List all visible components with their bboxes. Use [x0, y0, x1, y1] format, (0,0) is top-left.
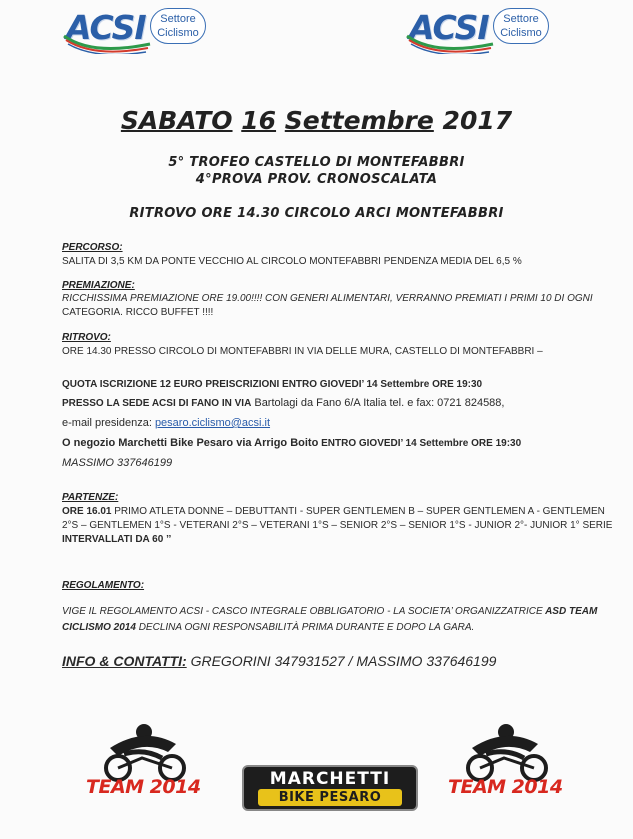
negozio-deadline: ENTRO GIOVEDI’ 14 Settembre ORE 19:30: [318, 438, 522, 449]
acsi-wordmark: ACSI: [409, 8, 489, 47]
event-stage: 4°PROVA PROV. CRONOSCALATA: [195, 172, 438, 187]
meeting-headline: RITROVO ORE 14.30 CIRCOLO ARCI MONTEFABBRI: [129, 206, 504, 221]
sede-rest: Bartolagi da Fano 6/A Italia tel. e fax: 0721 824588,: [251, 397, 505, 409]
title-month: Settembre: [284, 106, 434, 135]
ritrovo-text: ORE 14.30 PRESSO CIRCOLO DI MONTEFABBRI IN VIA DELLE MURA, CASTELLO DI MONTEFABBRI –: [62, 346, 543, 357]
email-link[interactable]: pesaro.ciclismo@acsi.it: [154, 417, 271, 429]
partenze-line1: [62, 506, 605, 517]
regolamento-heading: REGOLAMENTO:: [62, 580, 145, 591]
title-year: 2017: [442, 106, 513, 135]
cyclist-icon: [446, 718, 566, 782]
regolamento-line1: VIGE IL REGOLAMENTO ACSI - CASCO INTEGRALE OBBLIGATORIO - LA SOCIETA’ ORGANIZZATRICE ASD TEAM: [62, 606, 598, 617]
sponsor-name: MARCHETTI: [269, 769, 391, 789]
email-label: e-mail presidenza:: [62, 417, 155, 429]
massimo-contact: MASSIMO 337646199: [62, 457, 173, 469]
percorso-text: SALITA DI 3,5 KM DA PONTE VECCHIO AL CIRCOLO MONTEFABBRI PENDENZA MEDIA DEL 6,5 %: [62, 256, 522, 267]
cyclist-icon: [84, 718, 204, 782]
negozio-name: O negozio Marchetti Bike Pesaro via Arrigo Boito: [62, 437, 319, 449]
ritrovo-heading: RITROVO:: [62, 332, 111, 343]
email-line: [62, 417, 270, 429]
acsi-logo-left: [62, 6, 212, 56]
sede-bold: PRESSO LA SEDE ACSI DI FANO IN VIA: [62, 398, 252, 409]
sponsor-city: BIKE PESARO: [258, 789, 402, 806]
partenze-categories: PRIMO ATLETA DONNE – DEBUTTANTI - SUPER GENTLEMEN B – SUPER GENTLEMEN A - GENTLEMEN: [111, 506, 605, 517]
percorso-heading: PERCORSO:: [62, 242, 123, 253]
partenze-time: ORE 16.01: [62, 506, 112, 517]
acsi-swoosh-icon: [62, 30, 154, 54]
quota-iscrizione: QUOTA ISCRIZIONE 12 EURO PREISCRIZIONI ENTRO GIOVEDI’ 14 Settembre ORE 19:30: [62, 379, 483, 390]
partenze-interval: INTERVALLATI DA 60 ’’: [62, 534, 172, 545]
info-label: INFO & CONTATTI:: [62, 653, 187, 669]
page-title: [0, 106, 633, 135]
acsi-logo-right: [405, 6, 555, 56]
team-2014-label: TEAM 2014: [86, 776, 201, 798]
event-name: 5° TROFEO CASTELLO DI MONTEFABBRI: [168, 155, 465, 170]
settore-ciclismo-badge: Settore Ciclismo: [150, 8, 206, 44]
info-text: GREGORINI 347931527 / MASSIMO 337646199: [186, 653, 497, 669]
title-day: SABATO: [120, 106, 233, 135]
negozio-line: [62, 437, 521, 449]
marchetti-bike-pesaro-logo: [242, 765, 418, 811]
settore-ciclismo-badge: Settore Ciclismo: [493, 8, 549, 44]
premiazione-line2: CATEGORIA. RICCO BUFFET !!!!: [62, 307, 214, 318]
premiazione-heading: PREMIAZIONE:: [62, 280, 135, 291]
team-2014-label: TEAM 2014: [448, 776, 563, 798]
acsi-wordmark: ACSI: [66, 8, 146, 47]
sede-line: [62, 397, 504, 409]
info-contatti: [62, 653, 496, 669]
acsi-swoosh-icon: [405, 30, 497, 54]
premiazione-line1: RICCHISSIMA PREMIAZIONE ORE 19.00!!!! CON GENERI ALIMENTARI, VERRANNO PREMIATI I PRIMI 10 DI OGNI: [62, 293, 593, 304]
team-2014-logo-left: [84, 718, 204, 808]
team-2014-logo-right: [446, 718, 566, 808]
partenze-line2: 2°S – GENTLEMEN 1°S - VETERANI 2°S – VETERANI 1°S – SENIOR 2°S – SENIOR 1°S - JUNIOR 2°- JUNIOR 1° SERIE: [62, 520, 613, 531]
regolamento-line2: CICLISMO 2014 DECLINA OGNI RESPONSABILITÀ PRIMA DURANTE E DOPO LA GARA.: [62, 622, 475, 633]
title-date: 16: [241, 106, 277, 135]
partenze-heading: PARTENZE:: [62, 492, 119, 503]
